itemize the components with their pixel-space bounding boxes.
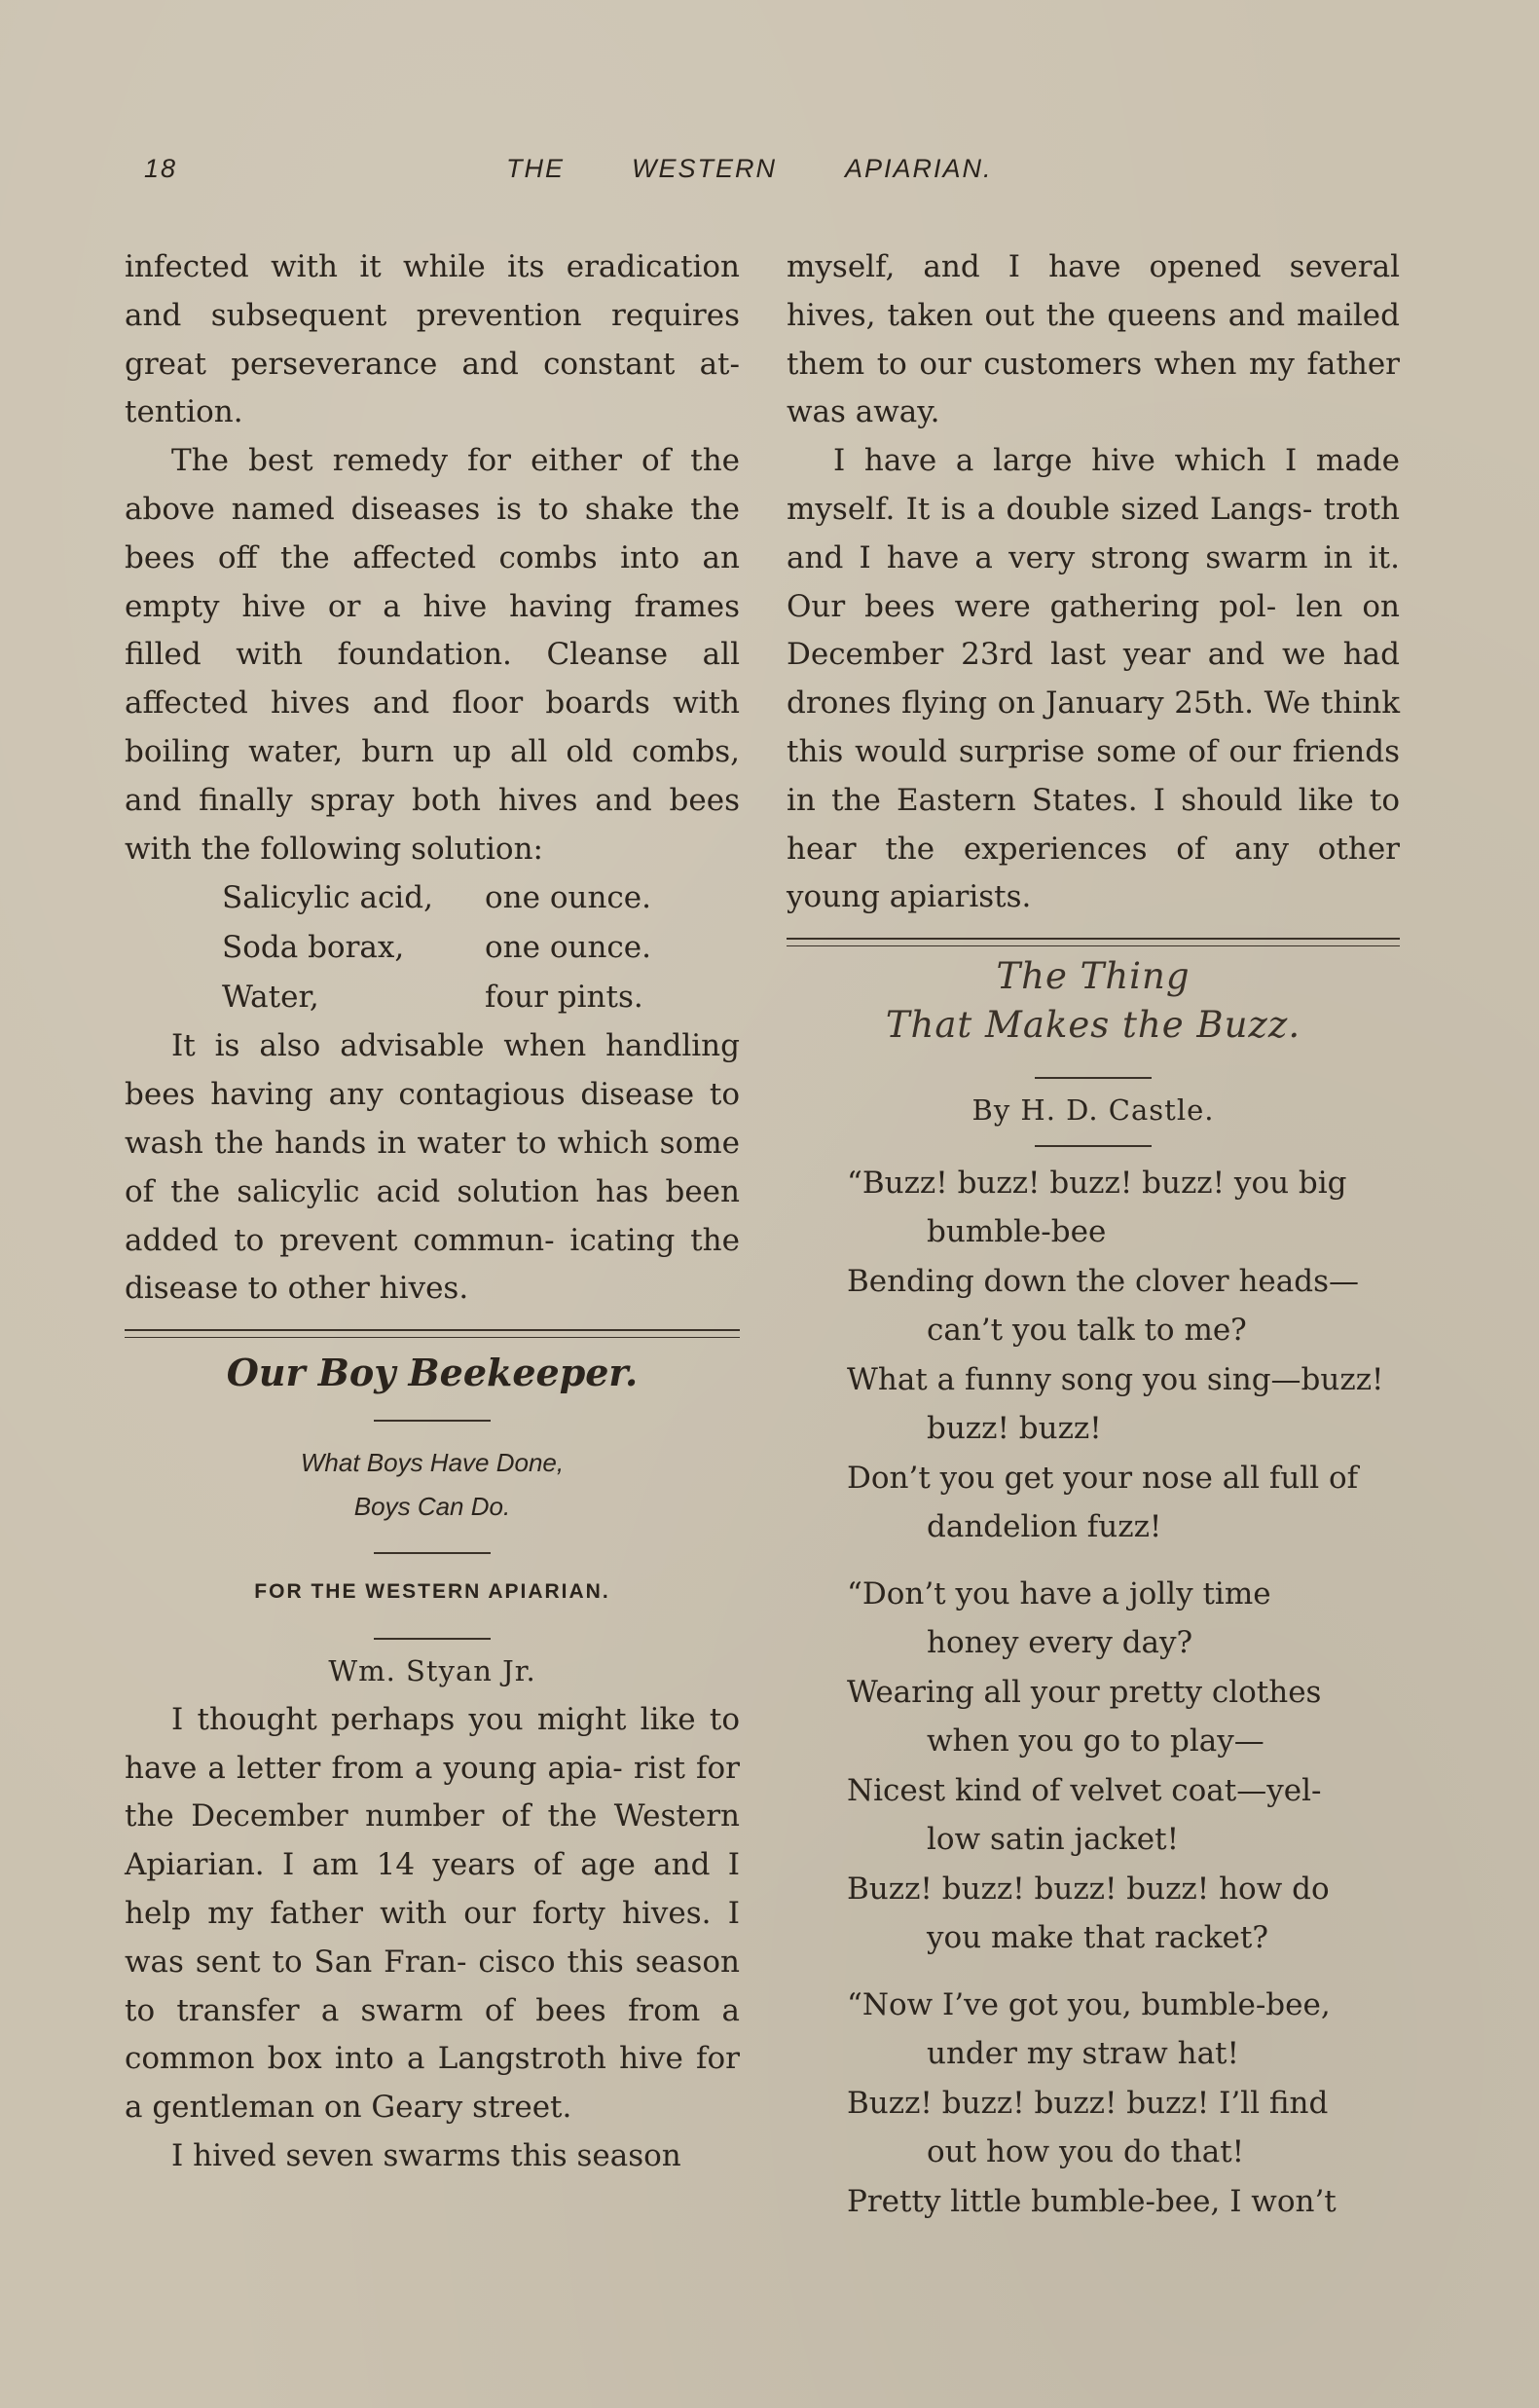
paragraph-continuation: myself, and I have opened several hives, taken out the queens and mailed them to our customers when my father was away. xyxy=(787,249,1400,430)
paragraph-remedy: The best remedy for either of the above named diseases is to shake the bees off the affected combs into an empty hive or a hive having frames filled with foundation. Cleanse all affected hives and floor boards with boiling water, burn up all old combs, and finally spray both hives and bees with the following solution: xyxy=(125,443,740,867)
poem-line: What a funny song you sing—buzz! xyxy=(847,1361,1384,1397)
poem-line: Bending down the clover heads— xyxy=(847,1263,1360,1299)
recipe-list xyxy=(125,873,740,1022)
poem-line: under my straw hat! xyxy=(927,2036,1239,2072)
recipe-amount: one ounce. xyxy=(485,930,651,966)
left-column xyxy=(125,243,740,2181)
recipe-ingredient: Water, xyxy=(222,980,319,1016)
recipe-row xyxy=(222,973,740,1022)
paragraph-letter: I hived seven swarms this season xyxy=(171,2137,681,2173)
poem-stanza xyxy=(847,1981,1400,2227)
poem-title-line: The Thing xyxy=(996,955,1191,998)
poem-author: By H. D. Castle. xyxy=(971,1093,1215,1128)
poem-line: “Now I’ve got you, bumble-bee, xyxy=(847,1986,1331,2022)
poem-line: Buzz! buzz! buzz! buzz! I’ll find xyxy=(847,2085,1329,2121)
source-line: FOR THE WESTERN APIARIAN. xyxy=(254,1580,610,1604)
paragraph-continuation: infected with it while its eradication and subsequent prevention requires great perseverance and constant at- tention. xyxy=(125,249,740,430)
poem-line: Wearing all your pretty clothes xyxy=(847,1674,1322,1710)
recipe-row xyxy=(222,923,740,973)
section-divider xyxy=(125,1329,740,1338)
poem-line: bumble-bee xyxy=(927,1214,1107,1250)
section-title: Our Boy Beekeeper. xyxy=(226,1351,639,1395)
poem-line: dandelion fuzz! xyxy=(927,1509,1162,1545)
paragraph-letter: I thought perhaps you might like to have a letter from a young apia- rist for the December number of the Western Apiarian. I am 14 years of age and I help my father with our forty hives. I was sent to San Fran- cisco this season to transfer a swarm of bees from a common box into a Langstroth hive for a gentleman on Geary street. xyxy=(125,1701,740,2126)
recipe-ingredient: Soda borax, xyxy=(222,930,405,966)
poem-line: can’t you talk to me? xyxy=(927,1313,1247,1349)
poem-line: buzz! buzz! xyxy=(927,1411,1102,1447)
motto-line: What Boys Have Done, xyxy=(300,1448,565,1478)
motto-line: Boys Can Do. xyxy=(353,1492,511,1522)
header-title-word: WESTERN xyxy=(632,154,777,183)
poem-stanza xyxy=(847,1159,1400,1552)
page-number: 18 xyxy=(144,154,178,183)
poem-line: Buzz! buzz! buzz! buzz! how do xyxy=(847,1871,1330,1907)
poem-line: Don’t you get your nose all full of xyxy=(847,1460,1359,1496)
poem xyxy=(787,1159,1400,2227)
poem-line: honey every day? xyxy=(927,1625,1193,1661)
poem-line: “Don’t you have a jolly time xyxy=(847,1575,1271,1612)
header-title-word: THE xyxy=(506,154,565,183)
running-header xyxy=(0,154,1539,193)
recipe-row xyxy=(222,873,740,923)
poem-line: “Buzz! buzz! buzz! buzz! you big xyxy=(847,1165,1347,1201)
paragraph-large-hive: I have a large hive which I made myself. It is a double sized Langs- troth and I have a very strong swarm in it. Our bees were gathering pol- len on December 23rd last year and we had drones flying on January 25th. We think this would surprise some of our friends in the Eastern States. I should like to hear the experiences of any other young apiarists. xyxy=(787,443,1400,915)
poem-line: out how you do that! xyxy=(927,2134,1245,2170)
poem-line: low satin jacket! xyxy=(927,1822,1180,1858)
recipe-amount: four pints. xyxy=(485,980,643,1016)
recipe-ingredient: Salicylic acid, xyxy=(222,880,433,916)
poem-line: Pretty little bumble-bee, I won’t xyxy=(847,2183,1337,2219)
section-divider xyxy=(787,938,1400,946)
header-title-word: APIARIAN. xyxy=(845,154,993,183)
right-column xyxy=(787,243,1400,2243)
poem-title-line: That Makes the Buzz. xyxy=(885,1004,1301,1047)
article-author: Wm. Styan Jr. xyxy=(328,1653,536,1687)
recipe-amount: one ounce. xyxy=(485,880,651,916)
poem-line: you make that racket? xyxy=(927,1920,1268,1956)
poem-line: Nicest kind of velvet coat—yel- xyxy=(847,1772,1322,1808)
poem-line: when you go to play— xyxy=(927,1723,1264,1760)
paragraph-advisable: It is also advisable when handling bees having any contagious disease to wash the hands in water to which some of the salicylic acid solution has been added to prevent commun- icating the disease to other hives. xyxy=(125,1028,740,1307)
poem-stanza xyxy=(847,1570,1400,1963)
